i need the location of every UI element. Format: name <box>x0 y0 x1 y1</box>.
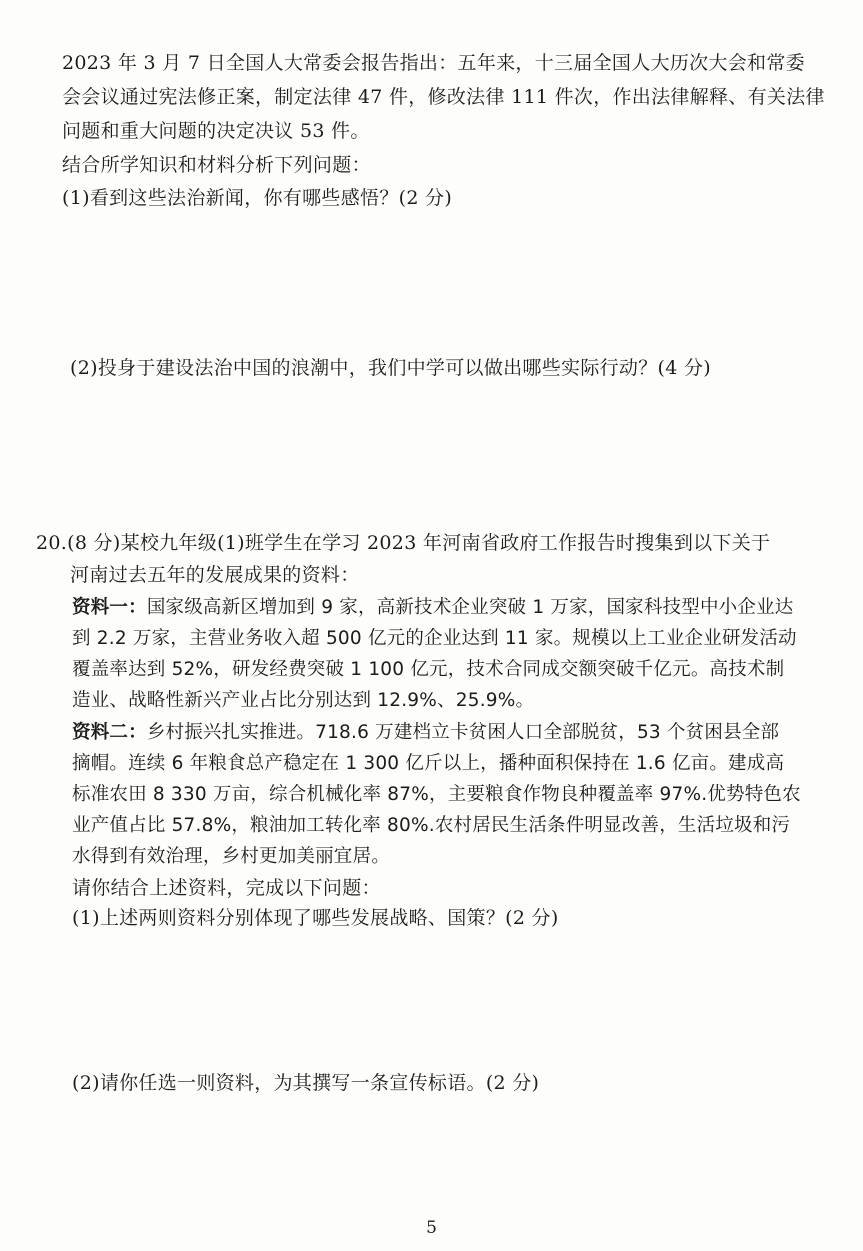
material-2-line-5: 水得到有效治理，乡村更加美丽宜居。 <box>72 846 390 867</box>
material-1-line-3: 覆盖率达到 52%，研发经费突破 1 100 亿元，技术合同成交额突破千亿元。高技术制 <box>72 659 785 680</box>
material-2-line-2: 摘帽。连续 6 年粮食总产稳定在 1 300 亿斤以上，播种面积保持在 1.6 亿亩。建成高 <box>72 753 785 774</box>
q20-question-1: (1)上述两则资料分别体现了哪些发展战略、国策？(2 分) <box>72 907 559 929</box>
material-2-line-3: 标准农田 8 330 万亩，综合机械化率 87%，主要粮食作物良种覆盖率 97%.优势特色农 <box>72 784 801 805</box>
s19-intro-line-2: 会会议通过宪法修正案，制定法律 47 件，修改法律 111 件次，作出法律解释、有关法律 <box>62 86 825 108</box>
material-2-line-4: 业产值占比 57.8%，粮油加工转化率 80%.农村居民生活条件明显改善，生活垃圾和污 <box>72 815 791 836</box>
material-1-text: 国家级高新区增加到 9 家，高新技术企业突破 1 万家，国家科技型中小企业达 <box>146 597 794 618</box>
s19-instruction: 结合所学知识和材料分析下列问题： <box>62 154 371 176</box>
q20-header-line-1: 20.(8 分)某校九年级(1)班学生在学习 2023 年河南省政府工作报告时搜集到以下关于 <box>36 532 771 554</box>
material-2-text: 乡村振兴扎实推进。718.6 万建档立卡贫困人口全部脱贫，53 个贫困县全部 <box>146 722 780 743</box>
material-1-line-2: 到 2.2 万家，主营业务收入超 500 亿元的企业达到 11 家。规模以上工业企业研发活动 <box>72 628 797 649</box>
material-1-line-1 <box>72 593 793 619</box>
s19-question-2: (2)投身于建设法治中国的浪潮中，我们中学可以做出哪些实际行动？(4 分) <box>70 357 711 379</box>
s19-intro-line-1: 2023 年 3 月 7 日全国人大常委会报告指出：五年来，十三届全国人大历次大会和常委 <box>62 52 805 74</box>
page-number: 5 <box>426 1218 437 1238</box>
q20-header-line-2: 河南过去五年的发展成果的资料： <box>70 564 360 586</box>
s19-intro-line-3: 问题和重大问题的决定决议 53 件。 <box>62 120 370 142</box>
q20-instruction: 请你结合上述资料，完成以下问题： <box>72 877 381 899</box>
material-2-line-1 <box>72 718 779 744</box>
material-1-line-4: 造业、战略性新兴产业占比分别达到 12.9%、25.9%。 <box>72 690 535 711</box>
material-2-label: 资料二： <box>72 722 147 743</box>
s19-question-1: (1)看到这些法治新闻，你有哪些感悟？(2 分) <box>62 187 453 209</box>
material-1-label: 资料一： <box>72 597 147 618</box>
q20-question-2: (2)请你任选一则资料，为其撰写一条宣传标语。(2 分) <box>72 1072 540 1094</box>
